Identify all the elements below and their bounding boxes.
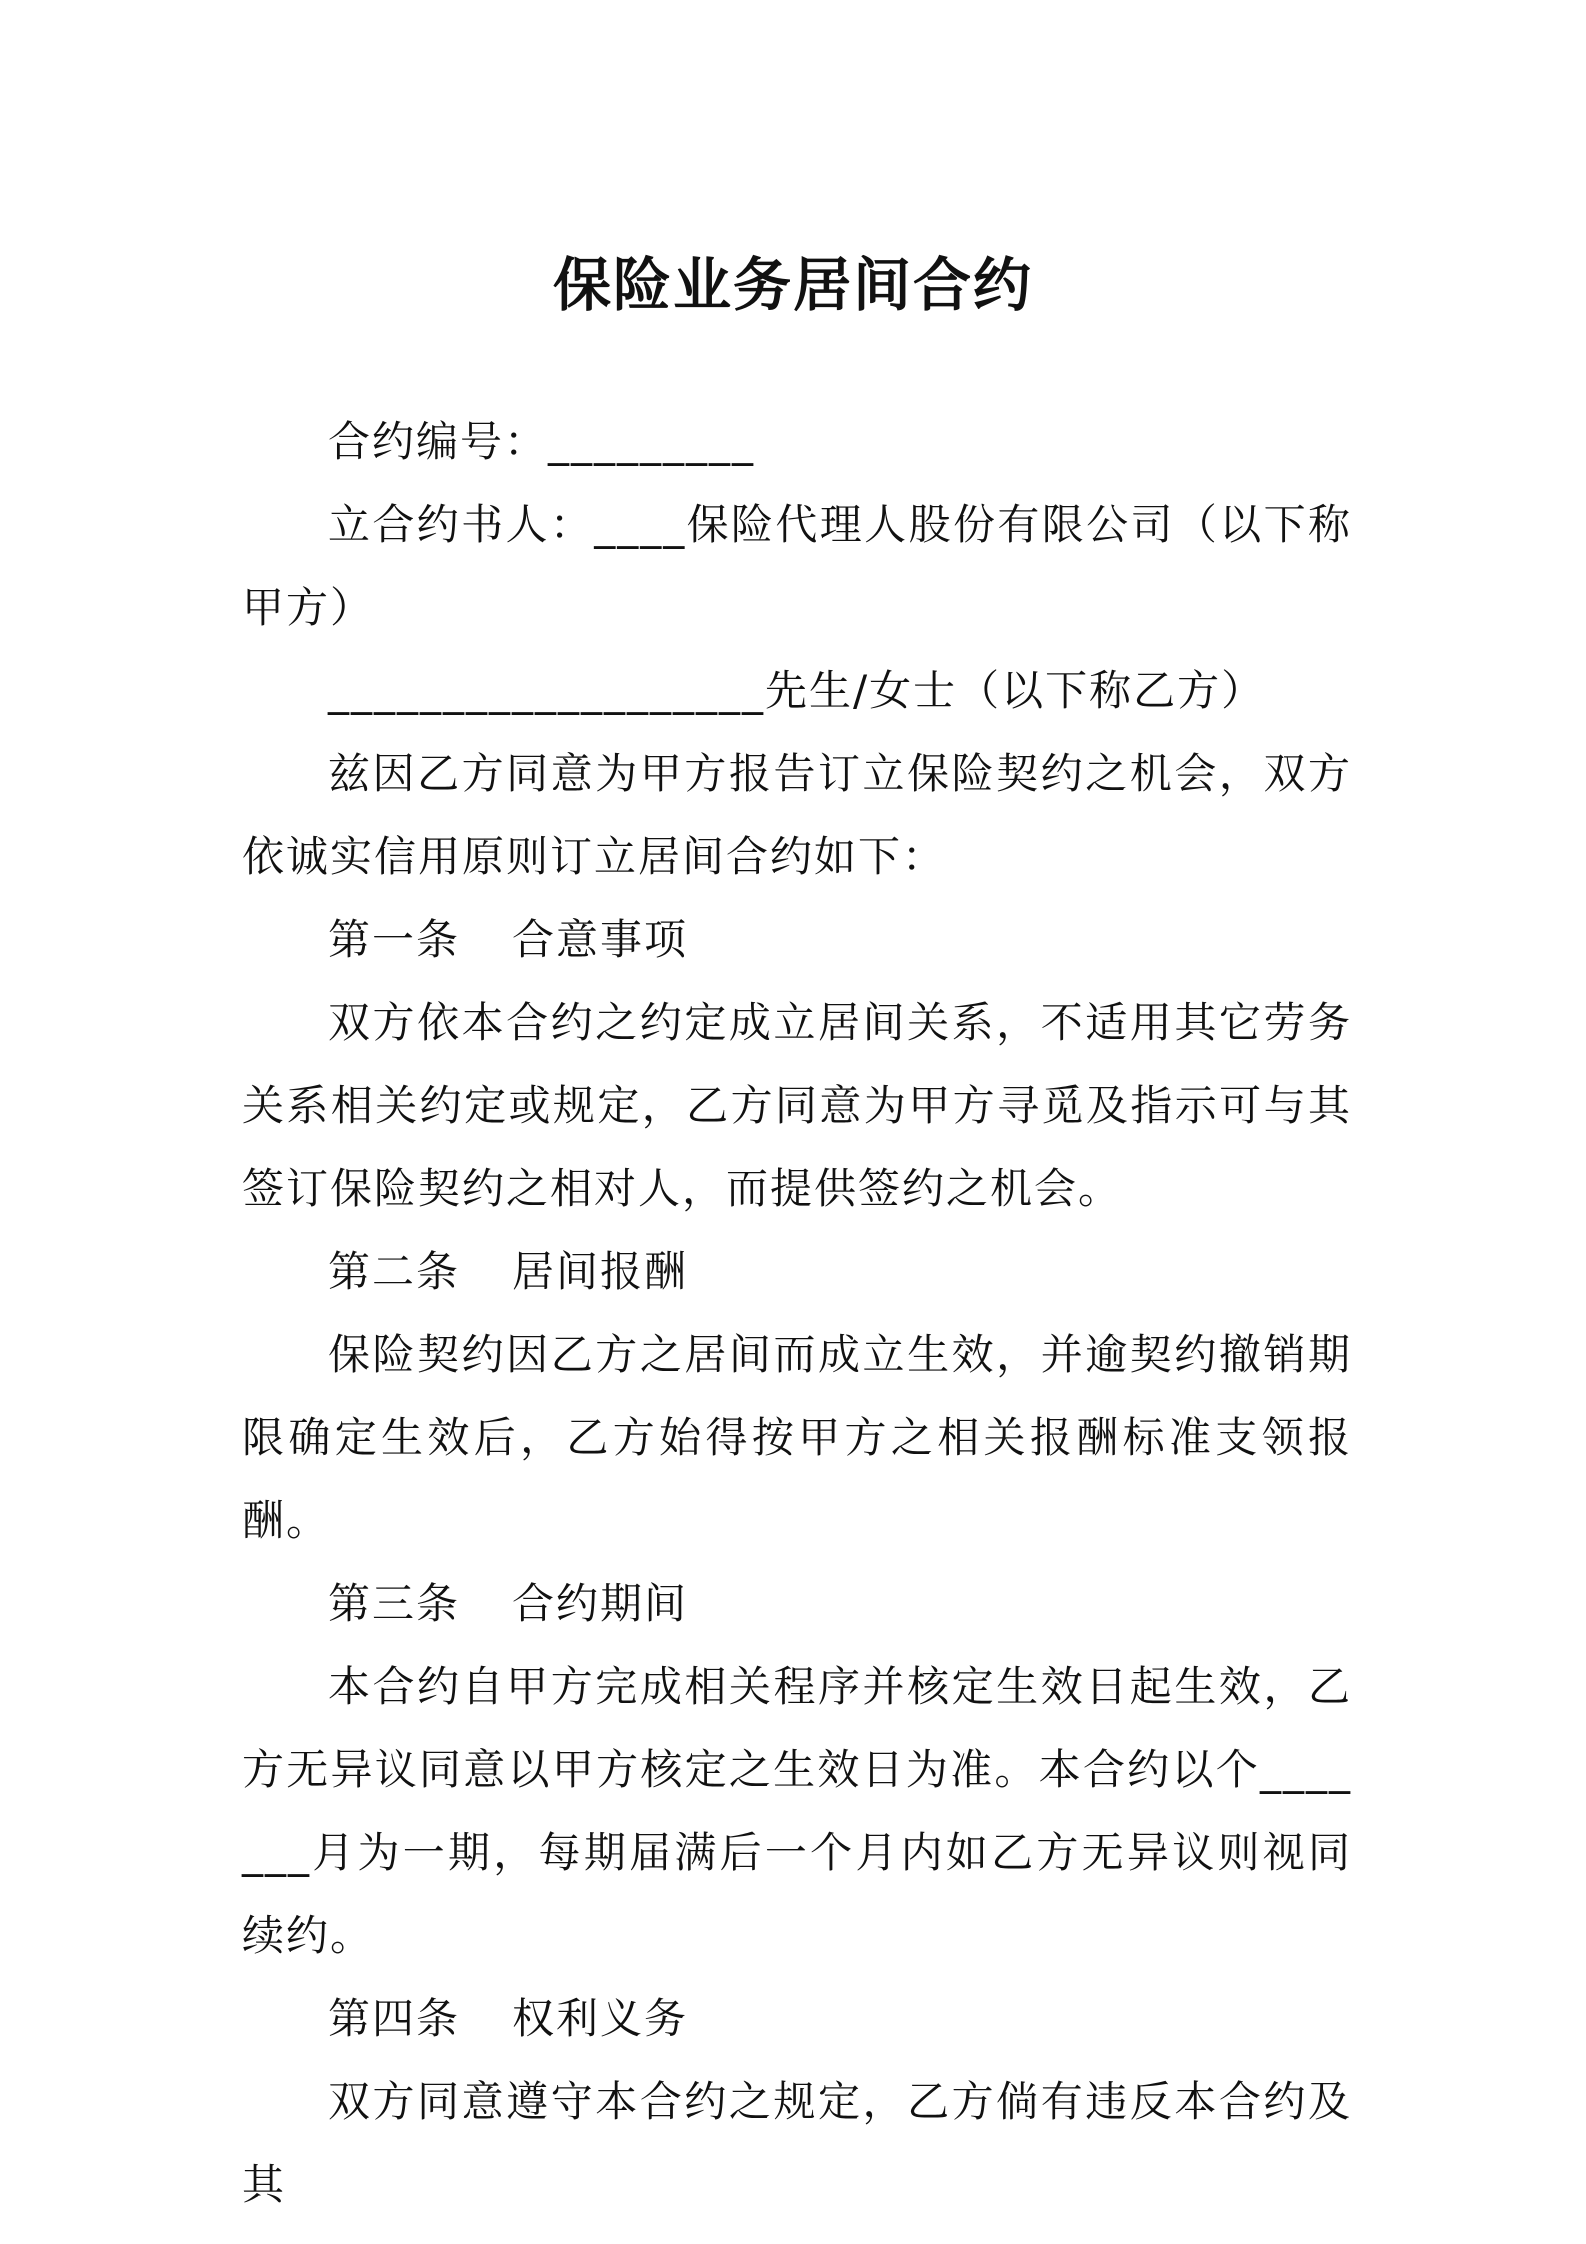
article-3-heading [242,1562,1352,1645]
article-title: 合约期间 [512,1579,689,1628]
article-2-text: 保险契约因乙方之居间而成立生效，并逾契约撤销期限确定生效后，乙方始得按甲方之相关报酬标准支领报酬。 [242,1330,1352,1545]
article-number: 第四条 [328,1994,461,2043]
article-3-text: 本合约自甲方完成相关程序并核定生效日起生效，乙方无异议同意以甲方核定之生效日为准。本合约以个_______月为一期，每期届满后一个月内如乙方无异议则视同续约。 [242,1662,1352,1960]
article-2-heading [242,1230,1352,1313]
document-title: 保险业务居间合约 [552,251,1033,319]
article-number: 第二条 [328,1247,461,1296]
article-title: 合意事项 [512,915,689,964]
contract-number-line: 合约编号：_________ [328,417,756,466]
document-body [242,400,1352,2226]
article-number: 第三条 [328,1579,461,1628]
article-1-heading [242,898,1352,981]
intro-paragraph: 兹因乙方同意为甲方报告订立保险契约之机会，双方依诚实信用原则订立居间合约如下： [242,749,1352,881]
article-title: 居间报酬 [512,1247,689,1296]
article-title: 权利义务 [512,1994,689,2043]
party-a-line: 立合约书人：____保险代理人股份有限公司（以下称甲方） [242,500,1352,632]
article-4-heading [242,1977,1352,2060]
party-b-line: ___________________先生/女士（以下称乙方） [328,666,1266,715]
article-1-text: 双方依本合约之约定成立居间关系，不适用其它劳务关系相关约定或规定，乙方同意为甲方寻觅及指示可与其签订保险契约之相对人，而提供签约之机会。 [242,998,1352,1213]
article-4-text: 双方同意遵守本合约之规定，乙方倘有违反本合约及其 [242,2077,1352,2209]
article-number: 第一条 [328,915,461,964]
